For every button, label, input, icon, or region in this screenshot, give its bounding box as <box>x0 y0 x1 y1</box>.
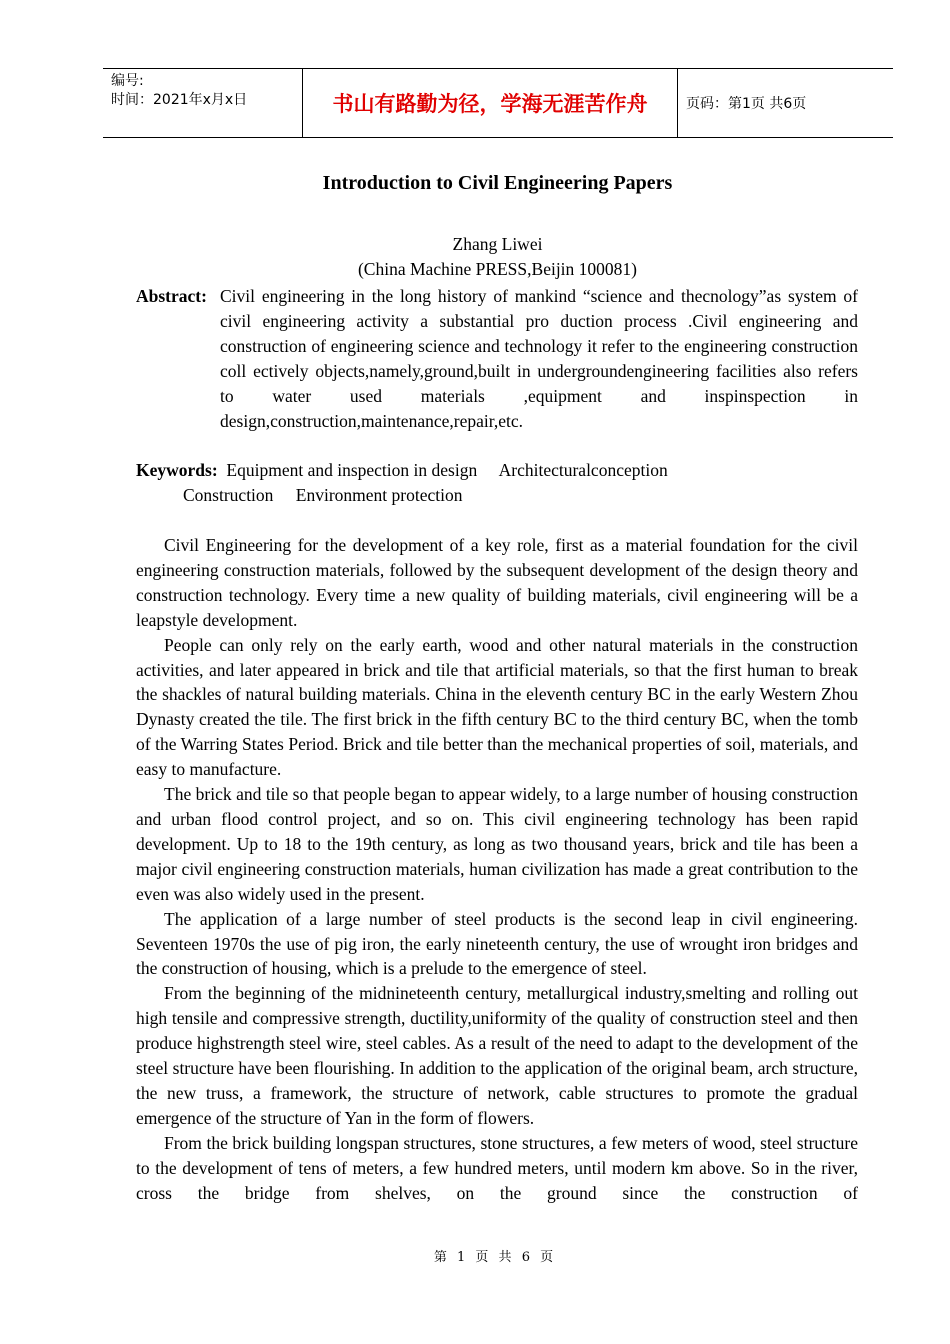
keyword: Environment protection <box>295 485 463 505</box>
paper-body <box>136 533 858 1205</box>
paper-author: Zhang Liwei <box>452 234 543 254</box>
paper-title: Introduction to Civil Engineering Papers <box>322 172 673 194</box>
keyword: Equipment and inspection in design <box>226 460 478 480</box>
time-label: 时间：2021年x月x日 <box>111 92 248 108</box>
body-paragraph: Civil Engineering for the development of a key role, first as a material foundation for the civil engineering construction materials, followed by the subsequent development of the design theory and construction technology. Every time a new quality of building materials, civil engineering will be a leapstyle development. <box>136 535 858 630</box>
keywords-label: Keywords: <box>136 460 218 480</box>
abstract-label: Abstract: <box>136 286 207 306</box>
paper-affiliation: (China Machine PRESS,Beijin 100081) <box>357 259 638 279</box>
number-label: 编号: <box>111 73 144 89</box>
body-paragraph: From the beginning of the midnineteenth century, metallurgical industry,smelting and rolling out high tensile and compressive strength, ductility,uniformity of the quality of construction steel and then produce highstrength steel wire, steel cables. As a result of the need to adapt to the development of the steel structure have been flourishing. In addition to the application of the original beam, arch structure, the new truss, a framework, the structure of network, cable structures to promote the gradual emergence of the structure of Yan in the form of flowers. <box>136 983 858 1128</box>
abstract-text: Civil engineering in the long history of mankind “science and thecnology”as system of civil engineering activity a substantial pro duction process .Civil engineering and construction of engineering science and technology it refer to the engineering construction coll ectively objects,namely,ground,built in undergroundengineering facilities also refers to water used materials ,equipment and inspinspection in design,construction,maintenance,repair,etc. <box>220 286 858 431</box>
page-footer: 第 1 页 共 6 页 <box>433 1250 557 1265</box>
header-page-info: 页码：第1页 共6页 <box>686 96 807 112</box>
keywords-block <box>136 458 858 508</box>
body-paragraph: From the brick building longspan structures, stone structures, a few meters of wood, steel structure to the development of tens of meters, a few hundred meters, until modern km above. So in the river, cross the bridge from shelves, on the ground since the construction of <box>136 1132 858 1203</box>
abstract-block <box>136 284 858 434</box>
header-motto: 书山有路勤为径，学海无涯苦作舟 <box>303 69 678 137</box>
header-meta <box>103 69 303 137</box>
keyword: Construction <box>183 485 274 505</box>
body-paragraph: People can only rely on the early earth, wood and other natural materials in the construction activities, and later appeared in brick and tile that artificial materials, so that the first human to break the shackles of natural building materials. China in the eleventh century BC in the early Western Zhou Dynasty created the tile. The first brick in the fifth century BC to the third century BC, when the tomb of the Warring States Period. Brick and tile better than the mechanical properties of soil, materials, and easy to manufacture. <box>136 634 858 780</box>
keyword: Architecturalconception <box>498 460 668 480</box>
document-header <box>103 68 893 138</box>
body-paragraph: The application of a large number of steel products is the second leap in civil engineering. Seventeen 1970s the use of pig iron, the early nineteenth century, the use of wrought iron bridges and the construction of housing, which is a prelude to the emergence of steel. <box>136 908 858 979</box>
body-paragraph: The brick and tile so that people began to appear widely, to a large number of housing construction and urban flood control project, and so on. This civil engineering technology has been rapid development. Up to 18 to the 19th century, as long as two thousand years, brick and tile has been a major civil engineering construction materials, human civilization has made a great contribution to the even was also widely used in the present. <box>136 784 858 904</box>
